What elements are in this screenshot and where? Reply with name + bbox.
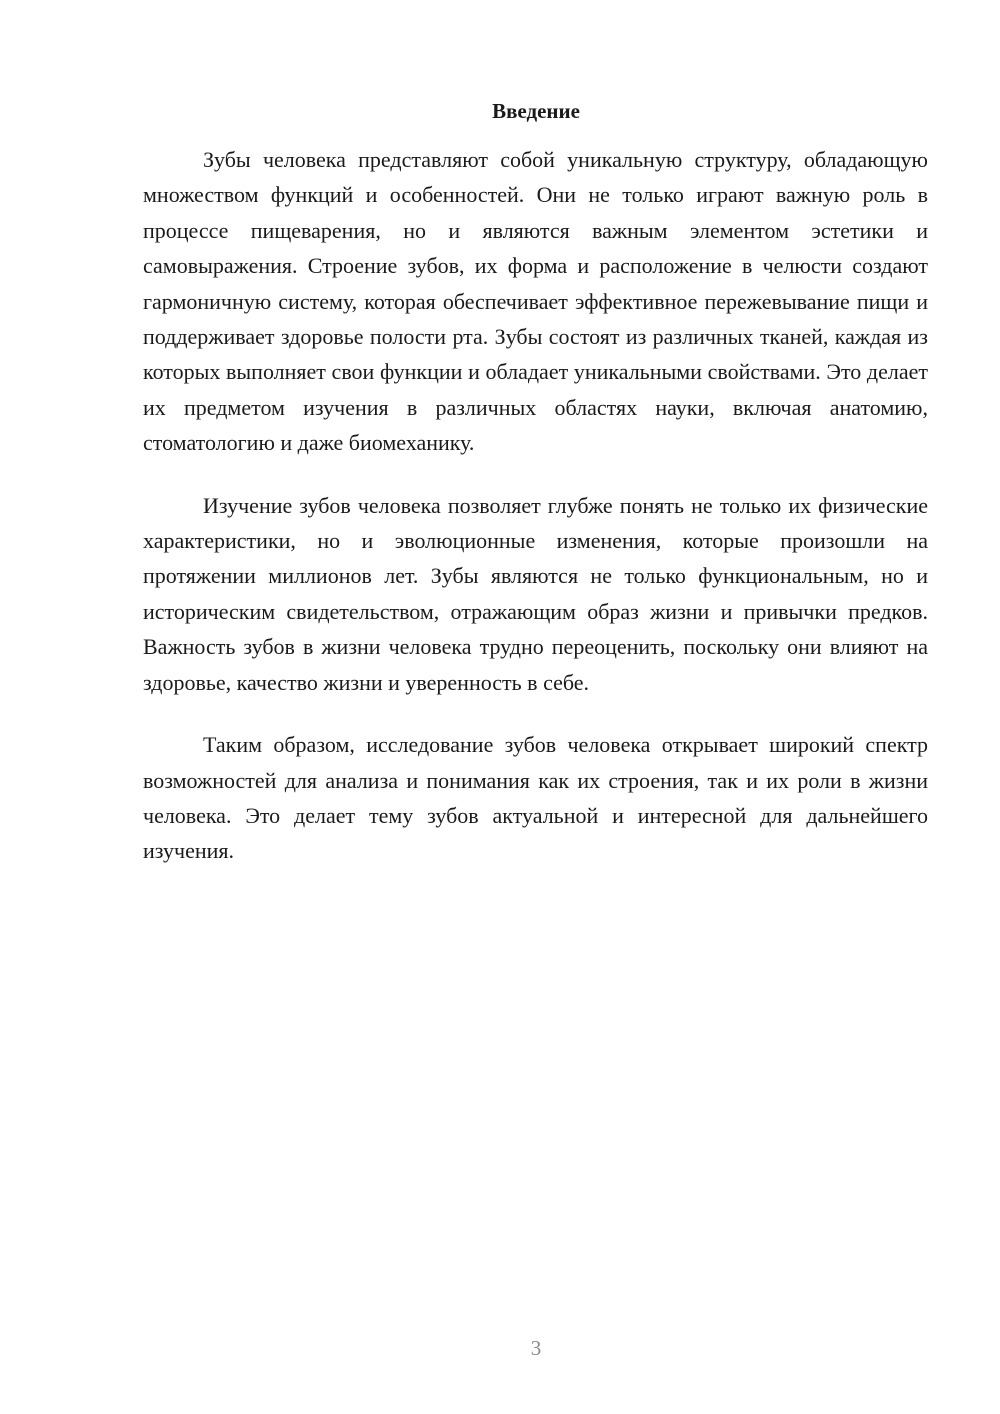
body-text <box>143 142 928 896</box>
paragraph-1: Зубы человека представляют собой уникальную структуру, обладающую множеством функций и особенностей. Они не только играют важную роль в процессе пищеварения, но и являются важным элементом эстетики и самовыражения. Строение зубов, их форма и расположение в челюсти создают гармоничную систему, которая обеспечивает эффективное пережевывание пищи и поддерживает здоровье полости рта. Зубы состоят из различных тканей, каждая из которых выполняет свои функции и обладает уникальными свойствами. Это делает их предметом изучения в различных областях науки, включая анатомию, стоматологию и даже биомеханику. <box>143 147 928 456</box>
paragraph-3: Таким образом, исследование зубов человека открывает широкий спектр возможностей для анализа и понимания как их строения, так и их роли в жизни человека. Это делает тему зубов актуальной и интересной для дальнейшего изучения. <box>143 732 928 864</box>
section-heading: Введение <box>492 99 580 123</box>
page-number: 3 <box>530 1336 542 1360</box>
paragraph-2: Изучение зубов человека позволяет глубже понять не только их физические характеристики, но и эволюционные изменения, которые произошли на протяжении миллионов лет. Зубы являются не только функциональным, но и историческим свидетельством, отражающим образ жизни и привычки предков. Важность зубов в жизни человека трудно переоценить, поскольку они влияют на здоровье, качество жизни и уверенность в себе. <box>143 492 928 695</box>
